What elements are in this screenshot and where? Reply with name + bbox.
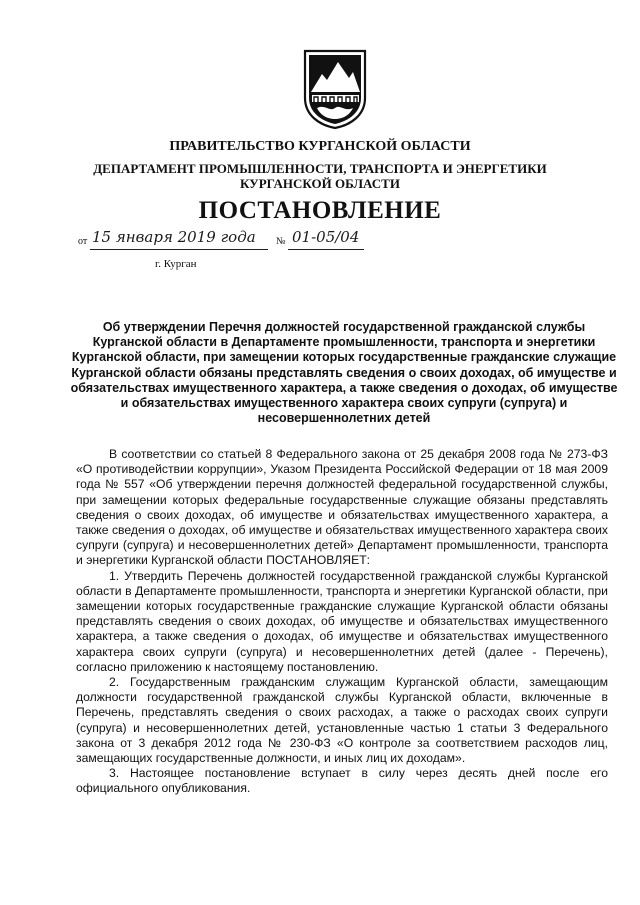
item-paragraph-2: 2. Государственным гражданским служащим Курганской области, замещающим должности государственной гражданской службы Курганской области, включенные в Перечень, представлять сведения о своих расходах, а также о расходах своих супруги (супруга) и несовершеннолетних детей, установленные частью 1 статьи 3 Федерального закона от 3 декабря 2012 года № 230-ФЗ «О контроле за соответствием расходов лиц, замещающих государственные должности, и иных лиц их доходам». [76,675,608,766]
date-from-label: от [78,236,88,247]
document-body [76,447,608,797]
document-type: ПОСТАНОВЛЕНИЕ [198,197,442,224]
item-paragraph-1: 1. Утвердить Перечень должностей государственной гражданской службы Курганской области в Департаменте промышленности, транспорта и энергетики Курганской области, при замещении которых государственные гражданские служащие Курганской области обязаны представлять сведения о своих доходах, об имуществе и обязательствах имущественного характера, а также сведения о доходах, об имуществе и обязательствах имущественного характера своих супруги (супруга) и несовершеннолетних детей (далее - Перечень), согласно приложению к настоящему постановлению. [76,568,608,674]
handwritten-number: 01-05/04 [292,228,360,246]
city-label: г. Курган [155,258,197,270]
government-title: ПРАВИТЕЛЬСТВО КУРГАНСКОЙ ОБЛАСТИ [169,139,471,154]
item-paragraph-3: 3. Настоящее постановление вступает в силу через десять дней после его официального опубликования. [76,766,608,796]
number-label: № [276,236,286,247]
kurgan-coat-of-arms-icon [302,48,368,130]
document-subject: Об утверждении Перечня должностей государственной гражданской службы Курганской области в Департаменте промышленности, транспорта и энергетики Курганской области, при замещении которых государственные гражданские служащие Курганской области обязаны представлять сведения о своих доходах, об имуществе и обязательствах имущественного характера, а также сведения о доходах, об имуществе и обязательствах имущественного характера своих супруги (супруга) и несовершеннолетних детей [70,320,618,426]
number-underline [288,249,364,250]
preamble-paragraph: В соответствии со статьей 8 Федерального закона от 25 декабря 2008 года № 273-ФЗ «О противодействии коррупции», Указом Президента Российской Федерации от 18 мая 2009 года № 557 «Об утверждении перечня должностей федеральной государственной службы, при замещении которых федеральные государственные служащие обязаны представлять сведения о своих доходах, об имуществе и обязательствах имущественного характера, а также сведения о доходах, об имуществе и обязательствах имущественного характера своих супруги (супруга) и несовершеннолетних детей» Департамент промышленности, транспорта и энергетики Курганской области ПОСТАНОВЛЯЕТ: [76,447,608,568]
department-title-line1: ДЕПАРТАМЕНТ ПРОМЫШЛЕННОСТИ, ТРАНСПОРТА И ЭНЕРГЕТИКИ [93,161,547,176]
handwritten-date: 15 января 2019 года [92,228,256,246]
department-title-line2: КУРГАНСКОЙ ОБЛАСТИ [240,176,400,191]
date-underline [90,249,268,250]
